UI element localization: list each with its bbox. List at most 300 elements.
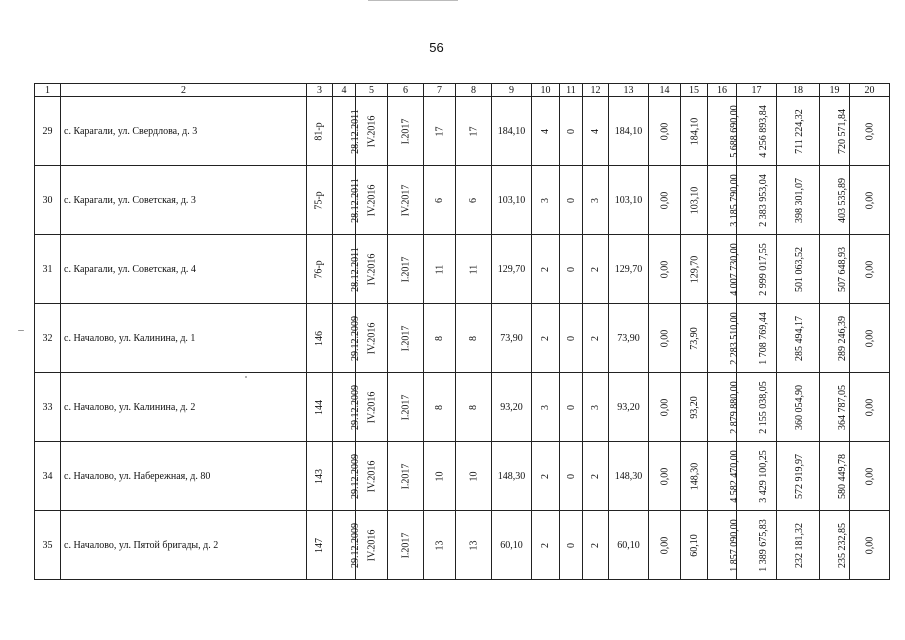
- cell-text: 129,70: [497, 263, 526, 275]
- cell-text: 2: [540, 473, 551, 479]
- cell-text: IV.2016: [366, 184, 378, 216]
- cell-text: 143: [314, 468, 325, 484]
- value-cell-c19: [820, 235, 850, 304]
- cell-text: 73,90: [688, 326, 700, 350]
- cell-text: 235 232,85: [837, 522, 848, 568]
- cell-text: 0,00: [864, 122, 875, 140]
- table-row: [35, 166, 890, 235]
- value-cell-c7: [424, 166, 456, 235]
- cell-text: 0,00: [659, 329, 670, 347]
- cell-text: 2 283 510,00: [728, 311, 740, 365]
- value-cell-c11: [560, 373, 583, 442]
- cell-text: 129,70: [614, 263, 643, 275]
- column-number-cell: 6: [388, 84, 424, 97]
- column-number-cell: 20: [850, 84, 890, 97]
- value-cell-c12: [583, 235, 609, 304]
- value-cell-c12: [583, 442, 609, 511]
- value-cell-c6: [388, 166, 424, 235]
- value-cell-c17: [737, 304, 777, 373]
- value-cell-c18: [777, 235, 820, 304]
- cell-text: IV.2016: [366, 322, 378, 354]
- value-cell-c18: [777, 97, 820, 166]
- column-number-row: [35, 84, 890, 97]
- value-cell-c13: [609, 373, 649, 442]
- cell-text: 1 389 675,83: [757, 518, 769, 572]
- cell-text: 184,10: [614, 125, 643, 137]
- value-cell-c4: [333, 442, 361, 511]
- value-cell-c7: [424, 235, 456, 304]
- value-cell-c14: [649, 235, 681, 304]
- cell-text: IV.2016: [366, 115, 378, 147]
- value-cell-c15: [681, 235, 708, 304]
- cell-text: 103,10: [497, 194, 526, 206]
- cell-text: 2: [590, 335, 601, 341]
- value-cell-c15: [681, 442, 708, 511]
- row-number-cell: [35, 97, 61, 166]
- cell-text: 0,00: [864, 536, 875, 554]
- cell-text: 398 301,07: [794, 177, 805, 223]
- cell-text: 3: [590, 404, 601, 410]
- cell-text: 60,10: [688, 533, 700, 557]
- value-cell-c17: [737, 235, 777, 304]
- housing-table: [34, 83, 890, 580]
- cell-text: I.2017: [400, 394, 411, 420]
- column-number-cell: 10: [532, 84, 560, 97]
- address-cell: [61, 373, 307, 442]
- value-cell-c19: [820, 97, 850, 166]
- cell-text: 3: [590, 197, 601, 203]
- table-row: [35, 373, 890, 442]
- value-cell-c3: [307, 97, 333, 166]
- cell-text: IV.2016: [366, 460, 378, 492]
- address-cell: [61, 97, 307, 166]
- cell-text: 60,10: [617, 539, 640, 551]
- table-row: [35, 511, 890, 580]
- value-cell-c18: [777, 304, 820, 373]
- value-cell-c7: [424, 373, 456, 442]
- table-row: [35, 235, 890, 304]
- value-cell-c4: [333, 166, 361, 235]
- value-cell-c10: [532, 97, 560, 166]
- value-cell-c11: [560, 304, 583, 373]
- cell-text: 0: [565, 542, 577, 548]
- value-cell-c10: [532, 442, 560, 511]
- value-cell-c13: [609, 304, 649, 373]
- value-cell-c11: [560, 442, 583, 511]
- cell-text: 30: [42, 194, 53, 206]
- cell-text: 148,30: [689, 462, 701, 490]
- value-cell-c7: [424, 511, 456, 580]
- value-cell-c20: [850, 373, 890, 442]
- cell-text: 6: [468, 197, 479, 203]
- column-number-cell: 5: [356, 84, 388, 97]
- cell-text: 73,90: [500, 332, 523, 344]
- cell-text: 0: [565, 266, 577, 272]
- address-cell: [61, 235, 307, 304]
- cell-text: 507 648,93: [837, 246, 848, 292]
- value-cell-c12: [583, 97, 609, 166]
- address-text: с. Началово, ул. Калинина, д. 2: [64, 401, 196, 413]
- cell-text: 144: [314, 399, 325, 415]
- scan-speck: [245, 376, 247, 378]
- value-cell-c14: [649, 166, 681, 235]
- cell-text: 403 535,89: [837, 177, 848, 223]
- value-cell-c11: [560, 235, 583, 304]
- column-number-cell: 1: [35, 84, 61, 97]
- value-cell-c4: [333, 373, 361, 442]
- cell-text: 4: [590, 128, 601, 134]
- cell-text: 147: [314, 537, 325, 553]
- address-text: с. Карагали, ул. Советская, д. 4: [64, 263, 196, 275]
- cell-text: IV.2016: [366, 529, 378, 561]
- cell-text: 0: [565, 473, 577, 479]
- value-cell-c18: [777, 511, 820, 580]
- value-cell-c8: [456, 166, 492, 235]
- cell-text: 31: [42, 263, 53, 275]
- cell-text: 29.12.2009: [350, 453, 361, 499]
- cell-text: 73,90: [617, 332, 640, 344]
- value-cell-c7: [424, 442, 456, 511]
- cell-text: 1 708 769,44: [757, 311, 769, 365]
- value-cell-c8: [456, 235, 492, 304]
- value-cell-c14: [649, 442, 681, 511]
- value-cell-c11: [560, 97, 583, 166]
- value-cell-c8: [456, 373, 492, 442]
- cell-text: 2 879 880,00: [728, 380, 740, 434]
- cell-text: 711 224,32: [793, 108, 805, 154]
- value-cell-c17: [737, 442, 777, 511]
- cell-text: 103,10: [689, 186, 701, 214]
- value-cell-c3: [307, 442, 333, 511]
- value-cell-c12: [583, 373, 609, 442]
- value-cell-c17: [737, 373, 777, 442]
- value-cell-c10: [532, 235, 560, 304]
- address-cell: [61, 304, 307, 373]
- row-number-cell: [35, 373, 61, 442]
- cell-text: 17: [468, 126, 479, 136]
- cell-text: 0,00: [864, 191, 875, 209]
- cell-text: 11: [467, 264, 479, 274]
- value-cell-c6: [388, 235, 424, 304]
- value-cell-c16: [708, 97, 740, 166]
- value-cell-c9: [492, 235, 532, 304]
- column-number-cell: 11: [560, 84, 583, 97]
- value-cell-c4: [333, 511, 361, 580]
- value-cell-c14: [649, 97, 681, 166]
- address-text: с. Карагали, ул. Свердлова, д. 3: [64, 125, 198, 137]
- cell-text: 0,00: [659, 536, 670, 554]
- value-cell-c15: [681, 97, 708, 166]
- value-cell-c18: [777, 442, 820, 511]
- cell-text: 2 999 017,55: [757, 242, 769, 296]
- cell-text: 0,00: [659, 122, 670, 140]
- value-cell-c18: [777, 373, 820, 442]
- value-cell-c6: [388, 511, 424, 580]
- cell-text: 4: [540, 128, 551, 134]
- value-cell-c13: [609, 235, 649, 304]
- cell-text: 10: [468, 471, 479, 481]
- column-number-cell: 17: [737, 84, 777, 97]
- cell-text: 29: [42, 125, 53, 137]
- address-text: с. Началово, ул. Калинина, д. 1: [64, 332, 196, 344]
- value-cell-c13: [609, 97, 649, 166]
- cell-text: 1 857 090,00: [728, 518, 740, 572]
- row-number-cell: [35, 235, 61, 304]
- cell-text: 29.12.2009: [350, 384, 361, 430]
- table-row: [35, 442, 890, 511]
- cell-text: 0: [565, 128, 577, 134]
- cell-text: 2: [540, 266, 551, 272]
- cell-text: 76-р: [314, 259, 325, 279]
- cell-text: 10: [434, 471, 445, 481]
- cell-text: 0,00: [864, 398, 875, 416]
- value-cell-c17: [737, 511, 777, 580]
- row-number-cell: [35, 304, 61, 373]
- cell-text: 93,20: [500, 401, 523, 413]
- value-cell-c20: [850, 304, 890, 373]
- value-cell-c16: [708, 511, 740, 580]
- column-number-cell: 3: [307, 84, 333, 97]
- column-number-cell: 9: [492, 84, 532, 97]
- cell-text: IV.2016: [366, 253, 378, 285]
- value-cell-c10: [532, 511, 560, 580]
- value-cell-c15: [681, 373, 708, 442]
- cell-text: 17: [434, 126, 445, 136]
- row-number-cell: [35, 442, 61, 511]
- cell-text: I.2017: [400, 532, 411, 558]
- cell-text: 146: [314, 330, 325, 346]
- cell-text: 720 571,84: [837, 108, 848, 154]
- cell-text: 0,00: [659, 398, 670, 416]
- value-cell-c9: [492, 97, 532, 166]
- address-cell: [61, 511, 307, 580]
- cell-text: 5 688 690,00: [728, 104, 740, 158]
- value-cell-c9: [492, 166, 532, 235]
- value-cell-c12: [583, 166, 609, 235]
- value-cell-c16: [708, 373, 740, 442]
- value-cell-c12: [583, 511, 609, 580]
- value-cell-c11: [560, 166, 583, 235]
- value-cell-c14: [649, 304, 681, 373]
- page-number: 56: [429, 40, 444, 55]
- value-cell-c7: [424, 97, 456, 166]
- column-number-cell: 13: [609, 84, 649, 97]
- cell-text: 0,00: [659, 260, 670, 278]
- value-cell-c3: [307, 373, 333, 442]
- cell-text: 4 256 893,84: [757, 104, 769, 158]
- cell-text: 2 383 953,04: [757, 173, 769, 227]
- value-cell-c20: [850, 97, 890, 166]
- column-number-cell: 2: [61, 84, 307, 97]
- cell-text: 8: [468, 404, 479, 410]
- value-cell-c3: [307, 235, 333, 304]
- column-number-cell: 8: [456, 84, 492, 97]
- value-cell-c20: [850, 442, 890, 511]
- cell-text: 184,10: [689, 117, 701, 145]
- cell-text: 184,10: [497, 125, 526, 137]
- column-number-cell: 15: [681, 84, 708, 97]
- cell-text: I.2017: [400, 256, 411, 282]
- cell-text: 4 007 730,00: [728, 242, 740, 296]
- cell-text: 28.12.2011: [349, 108, 361, 154]
- cell-text: 232 181,32: [794, 522, 805, 568]
- value-cell-c9: [492, 373, 532, 442]
- cell-text: 8: [434, 335, 445, 341]
- value-cell-c6: [388, 373, 424, 442]
- column-number-cell: 7: [424, 84, 456, 97]
- value-cell-c9: [492, 304, 532, 373]
- cell-text: 32: [42, 332, 53, 344]
- column-number-cell: 16: [708, 84, 737, 97]
- cell-text: 4 582 470,00: [728, 449, 740, 503]
- value-cell-c19: [820, 511, 850, 580]
- cell-text: 0: [565, 335, 577, 341]
- table-row: [35, 97, 890, 166]
- value-cell-c7: [424, 304, 456, 373]
- column-number-cell: 14: [649, 84, 681, 97]
- cell-text: 289 246,39: [837, 315, 848, 361]
- cell-text: 2: [590, 542, 601, 548]
- cell-text: 103,10: [614, 194, 643, 206]
- value-cell-c17: [737, 166, 777, 235]
- cell-text: 2 155 038,05: [757, 380, 769, 434]
- address-cell: [61, 166, 307, 235]
- cell-text: 29.12.2009: [350, 315, 361, 361]
- value-cell-c11: [560, 511, 583, 580]
- cell-text: IV.2017: [399, 184, 411, 216]
- cell-text: 0: [565, 404, 577, 410]
- value-cell-c6: [388, 304, 424, 373]
- value-cell-c8: [456, 511, 492, 580]
- value-cell-c16: [708, 235, 740, 304]
- value-cell-c14: [649, 511, 681, 580]
- value-cell-c6: [388, 97, 424, 166]
- value-cell-c13: [609, 442, 649, 511]
- cell-text: 29.12.2009: [350, 522, 361, 568]
- value-cell-c16: [708, 442, 740, 511]
- cell-text: 501 063,52: [794, 246, 805, 292]
- value-cell-c3: [307, 304, 333, 373]
- row-number-cell: [35, 166, 61, 235]
- value-cell-c15: [681, 511, 708, 580]
- cell-text: 93,20: [617, 401, 640, 413]
- value-cell-c8: [456, 304, 492, 373]
- cell-text: 60,10: [500, 539, 523, 551]
- cell-text: 0,00: [659, 467, 670, 485]
- cell-text: 3: [540, 197, 551, 203]
- cell-text: 148,30: [497, 470, 526, 482]
- column-number-cell: 4: [333, 84, 356, 97]
- cell-text: 13: [434, 540, 445, 550]
- cell-text: 2: [590, 473, 601, 479]
- value-cell-c4: [333, 97, 361, 166]
- cell-text: 0,00: [864, 260, 875, 278]
- cell-text: IV.2016: [366, 391, 378, 423]
- address-text: с. Началово, ул. Пятой бригады, д. 2: [64, 539, 219, 551]
- cell-text: 75-р: [314, 190, 325, 210]
- cell-text: 81-р: [314, 121, 325, 141]
- cell-text: I.2017: [400, 325, 411, 351]
- cell-text: 11: [433, 264, 445, 274]
- value-cell-c19: [820, 373, 850, 442]
- value-cell-c8: [456, 97, 492, 166]
- value-cell-c12: [583, 304, 609, 373]
- cell-text: I.2017: [400, 463, 411, 489]
- cell-text: I.2017: [400, 118, 411, 144]
- column-number-cell: 18: [777, 84, 820, 97]
- value-cell-c19: [820, 166, 850, 235]
- cell-text: 3 185 790,00: [728, 173, 740, 227]
- cell-text: 360 054,90: [794, 384, 805, 430]
- value-cell-c19: [820, 304, 850, 373]
- value-cell-c16: [708, 166, 740, 235]
- table-row: [35, 304, 890, 373]
- value-cell-c10: [532, 166, 560, 235]
- value-cell-c20: [850, 511, 890, 580]
- cell-text: 6: [434, 197, 445, 203]
- value-cell-c15: [681, 166, 708, 235]
- value-cell-c9: [492, 442, 532, 511]
- cell-text: 28.12.2011: [349, 246, 361, 292]
- value-cell-c18: [777, 166, 820, 235]
- value-cell-c20: [850, 235, 890, 304]
- column-number-cell: 19: [820, 84, 850, 97]
- value-cell-c10: [532, 373, 560, 442]
- value-cell-c4: [333, 235, 361, 304]
- cell-text: 129,70: [689, 255, 701, 283]
- cell-text: 2: [540, 335, 551, 341]
- row-number-cell: [35, 511, 61, 580]
- cell-text: 33: [42, 401, 53, 413]
- cell-text: 34: [42, 470, 53, 482]
- value-cell-c14: [649, 373, 681, 442]
- address-text: с. Началово, ул. Набережная, д. 80: [64, 470, 211, 482]
- value-cell-c9: [492, 511, 532, 580]
- cell-text: 0: [565, 197, 577, 203]
- top-edge-mark: [368, 0, 458, 4]
- cell-text: 3: [540, 404, 551, 410]
- value-cell-c3: [307, 511, 333, 580]
- value-cell-c10: [532, 304, 560, 373]
- value-cell-c16: [708, 304, 740, 373]
- cell-text: 2: [590, 266, 601, 272]
- scan-speck: [18, 330, 24, 331]
- value-cell-c20: [850, 166, 890, 235]
- cell-text: 580 449,78: [837, 453, 848, 499]
- cell-text: 3 429 100,25: [757, 449, 769, 503]
- cell-text: 364 787,05: [837, 384, 848, 430]
- value-cell-c15: [681, 304, 708, 373]
- cell-text: 572 919,97: [794, 453, 805, 499]
- value-cell-c19: [820, 442, 850, 511]
- cell-text: 285 494,17: [794, 315, 805, 361]
- cell-text: 28.12.2011: [349, 177, 361, 223]
- cell-text: 0,00: [864, 329, 875, 347]
- cell-text: 2: [540, 542, 551, 548]
- cell-text: 35: [42, 539, 53, 551]
- address-text: с. Карагали, ул. Советская, д. 3: [64, 194, 196, 206]
- cell-text: 8: [434, 404, 445, 410]
- value-cell-c3: [307, 166, 333, 235]
- value-cell-c8: [456, 442, 492, 511]
- cell-text: 148,30: [614, 470, 643, 482]
- cell-text: 8: [468, 335, 479, 341]
- value-cell-c17: [737, 97, 777, 166]
- value-cell-c13: [609, 511, 649, 580]
- cell-text: 13: [468, 540, 479, 550]
- cell-text: 93,20: [688, 395, 700, 419]
- cell-text: 0,00: [864, 467, 875, 485]
